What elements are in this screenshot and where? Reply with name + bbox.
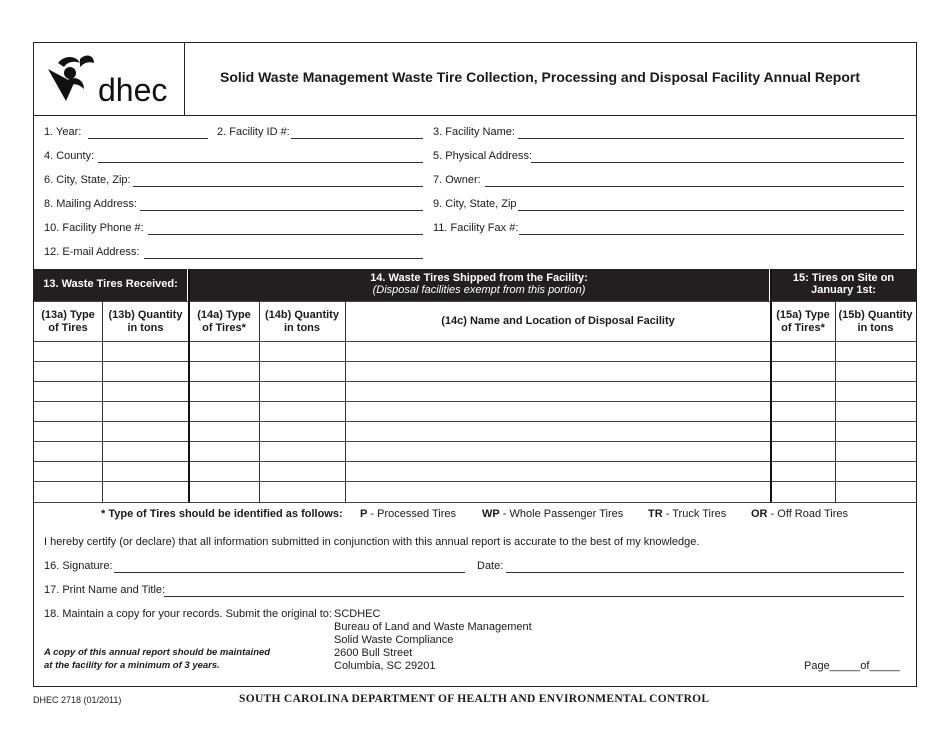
city-state-zip-field[interactable] [133,186,423,187]
col-15a-header: (15a) Type of Tires* [776,309,830,334]
section-received-header [34,269,187,301]
table-line [34,301,916,302]
tire-key-p: P - Processed Tires [360,508,456,520]
table-divider [188,269,190,502]
tire-key-label: * Type of Tires should be identified as follows: [101,508,343,520]
city-state-zip-label: 6. City, State, Zip: [44,174,131,186]
form-code: DHEC 2718 (01/2011) [33,695,122,705]
table-divider [770,269,772,502]
table-divider [345,301,346,502]
email-label: 12. E-mail Address: [44,246,140,258]
city-state-zip-2-field[interactable] [518,210,904,211]
table-line [34,381,916,382]
section-shipped-header [189,269,769,301]
copy-retention-note: A copy of this annual report should be maintained at the facility for a minimum of 3 years. [44,647,271,671]
section-shipped-title: 14. Waste Tires Shipped from the Facility: [370,272,588,284]
certify-statement: I hereby certify (or declare) that all information submitted in conjunction with this annual report is accurate to the best of my knowledge. [44,536,700,548]
col-15b-header: (15b) Quantity in tons [838,309,913,334]
mailing-address-field[interactable] [140,210,423,211]
physical-address-label: 5. Physical Address: [433,150,533,162]
signature-label: 16. Signature: [44,560,113,572]
section-onsite-title-2: January 1st: [811,284,876,296]
date-label: Date: [477,560,504,572]
section-onsite-title-1: 15: Tires on Site on [792,272,895,284]
col-14c-header: (14c) Name and Location of Disposal Facility [441,315,675,327]
mailing-address-label: 8. Mailing Address: [44,198,137,210]
signature-field[interactable] [114,572,465,573]
section-received-title: 13. Waste Tires Received: [43,278,178,290]
date-field[interactable] [506,572,904,573]
table-divider [835,301,836,502]
table-line [34,361,916,362]
facility-id-label: 2. Facility ID #: [217,126,290,138]
table-line [34,461,916,462]
report-form [33,42,917,687]
tire-key-wp: WP - Whole Passenger Tires [482,508,624,520]
facility-id-field[interactable] [291,138,423,139]
facility-name-label: 3. Facility Name: [433,126,515,138]
section-onsite-header [771,269,916,301]
county-field[interactable] [98,162,423,163]
county-label: 4. County: [44,150,95,162]
owner-label: 7. Owner: [433,174,481,186]
facility-phone-label: 10. Facility Phone #: [44,222,144,234]
col-13b-header: (13b) Quantity in tons [108,309,183,334]
table-divider [102,301,103,502]
year-field[interactable] [88,138,208,139]
table-line [34,481,916,482]
col-14b-header: (14b) Quantity in tons [265,309,339,334]
maintain-copy-label: 18. Maintain a copy for your records. Submit the original to: [44,608,332,620]
facility-phone-field[interactable] [148,234,423,235]
table-line [34,401,916,402]
table-line [34,441,916,442]
table-line [34,502,916,503]
section-shipped-note: (Disposal facilities exempt from this portion) [372,284,586,296]
department-name: SOUTH CAROLINA DEPARTMENT OF HEALTH AND ENVIRONMENTAL CONTROL [239,693,710,705]
table-divider [259,301,260,502]
email-field[interactable] [144,258,423,259]
form-title: Solid Waste Management Waste Tire Collection, Processing and Disposal Facility Annual Report [220,69,860,85]
table-line [34,341,916,342]
dhec-logo [34,43,185,115]
print-name-field[interactable] [164,596,904,597]
tire-key-tr: TR - Truck Tires [648,508,727,520]
facility-fax-label: 11. Facility Fax #: [433,222,519,234]
mailing-address-block: SCDHEC Bureau of Land and Waste Management Solid Waste Compliance 2600 Bull Street Columbia, SC 29201 [334,608,532,672]
physical-address-field[interactable] [531,162,904,163]
page-number-field[interactable]: Page_____of_____ [804,660,901,672]
city-state-zip-2-label: 9. City, State, Zip [433,198,517,210]
facility-fax-field[interactable] [519,234,904,235]
col-13a-header: (13a) Type of Tires [41,309,95,334]
print-name-label: 17. Print Name and Title: [44,584,166,596]
col-14a-header: (14a) Type of Tires* [197,309,251,334]
table-line [34,421,916,422]
facility-name-field[interactable] [518,138,904,139]
year-label: 1. Year: [44,126,82,138]
owner-field[interactable] [485,186,904,187]
tire-key-or: OR - Off Road Tires [751,508,848,520]
svg-text:dhec: dhec [98,72,168,105]
form-header [34,43,916,116]
